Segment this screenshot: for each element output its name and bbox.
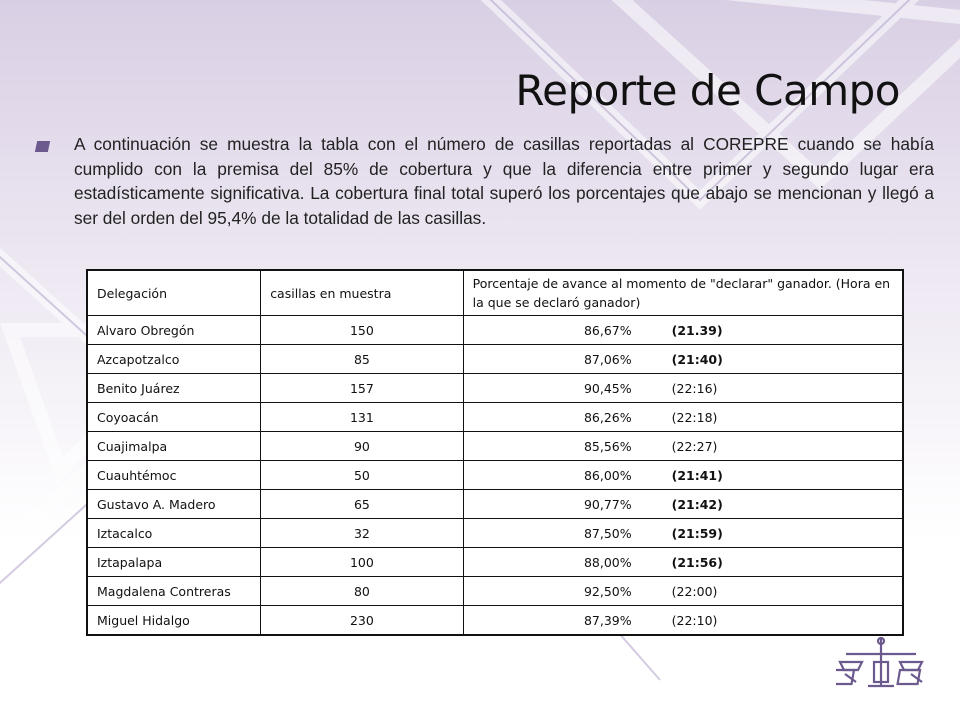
cell-porcentaje	[463, 577, 903, 606]
cell-porcentaje	[463, 345, 903, 374]
declared-time: (22:10)	[671, 612, 718, 628]
percentage-value: 87,50%	[583, 525, 632, 541]
cell-delegacion: Miguel Hidalgo	[87, 606, 261, 636]
cell-casillas: 32	[261, 519, 463, 548]
cell-delegacion: Gustavo A. Madero	[87, 490, 261, 519]
percentage-value: 90,77%	[583, 496, 632, 512]
percentage-value: 90,45%	[583, 380, 632, 396]
cell-porcentaje	[463, 606, 903, 636]
percentage-value: 86,26%	[583, 409, 632, 425]
cell-casillas: 100	[261, 548, 463, 577]
cell-delegacion: Iztacalco	[87, 519, 261, 548]
cell-casillas: 230	[261, 606, 463, 636]
cell-casillas: 80	[261, 577, 463, 606]
slide-title: Reporte de Campo	[515, 66, 900, 115]
table-row	[87, 606, 903, 636]
cell-casillas: 50	[261, 461, 463, 490]
cell-porcentaje	[463, 403, 903, 432]
cell-delegacion: Cuauhtémoc	[87, 461, 261, 490]
table-row	[87, 432, 903, 461]
table-row	[87, 461, 903, 490]
declared-time: (21:56)	[671, 554, 723, 570]
cell-delegacion: Cuajimalpa	[87, 432, 261, 461]
cell-porcentaje	[463, 432, 903, 461]
table-row	[87, 490, 903, 519]
table-row	[87, 345, 903, 374]
cell-porcentaje	[463, 490, 903, 519]
cell-casillas: 85	[261, 345, 463, 374]
cell-delegacion: Alvaro Obregón	[87, 316, 261, 345]
cell-casillas: 157	[261, 374, 463, 403]
percentage-value: 87,39%	[583, 612, 632, 628]
cell-delegacion: Magdalena Contreras	[87, 577, 261, 606]
table-row	[87, 316, 903, 345]
cell-casillas: 90	[261, 432, 463, 461]
declared-time: (21:59)	[671, 525, 723, 541]
percentage-value: 87,06%	[583, 351, 632, 367]
cell-delegacion: Iztapalapa	[87, 548, 261, 577]
percentage-value: 92,50%	[583, 583, 632, 599]
declared-time: (22:16)	[671, 380, 718, 396]
header-delegacion: Delegación	[87, 270, 261, 316]
header-casillas: casillas en muestra	[261, 270, 463, 316]
cell-porcentaje	[463, 316, 903, 345]
cell-delegacion: Azcapotzalco	[87, 345, 261, 374]
bullet-marker	[35, 141, 50, 152]
table-row	[87, 374, 903, 403]
table-row	[87, 403, 903, 432]
declared-time: (21:40)	[671, 351, 723, 367]
declared-time: (22:27)	[671, 438, 718, 454]
cell-casillas: 65	[261, 490, 463, 519]
intro-paragraph: A continuación se muestra la tabla con el número de casillas reportadas al COREPRE cuando se había cumplido con la premisa del 85% de cobertura y que la diferencia entre primer y segundo lugar era estadísticamente significativa. La cobertura final total superó los porcentajes que abajo se mencionan y llegó a ser del orden del 95,4% de la totalidad de las casillas.	[74, 134, 934, 228]
percentage-value: 86,00%	[583, 467, 632, 483]
cell-porcentaje	[463, 374, 903, 403]
percentage-value: 85,56%	[583, 438, 632, 454]
table-row	[87, 577, 903, 606]
percentage-value: 86,67%	[583, 322, 632, 338]
declared-time: (21.39)	[671, 322, 723, 338]
cell-porcentaje	[463, 461, 903, 490]
table-row	[87, 548, 903, 577]
cell-delegacion: Coyoacán	[87, 403, 261, 432]
cell-delegacion: Benito Juárez	[87, 374, 261, 403]
percentage-value: 88,00%	[583, 554, 632, 570]
table-header-row	[87, 270, 903, 316]
institution-logo-icon	[836, 636, 926, 692]
header-porcentaje: Porcentaje de avance al momento de "declarar" ganador. (Hora en la que se declaró ganador)	[463, 270, 903, 316]
declared-time: (21:41)	[671, 467, 723, 483]
cell-casillas: 150	[261, 316, 463, 345]
table-row	[87, 519, 903, 548]
declared-time: (21:42)	[671, 496, 723, 512]
declared-time: (22:18)	[671, 409, 718, 425]
field-report-table	[86, 269, 904, 636]
cell-casillas: 131	[261, 403, 463, 432]
cell-porcentaje	[463, 519, 903, 548]
cell-porcentaje	[463, 548, 903, 577]
declared-time: (22:00)	[671, 583, 718, 599]
